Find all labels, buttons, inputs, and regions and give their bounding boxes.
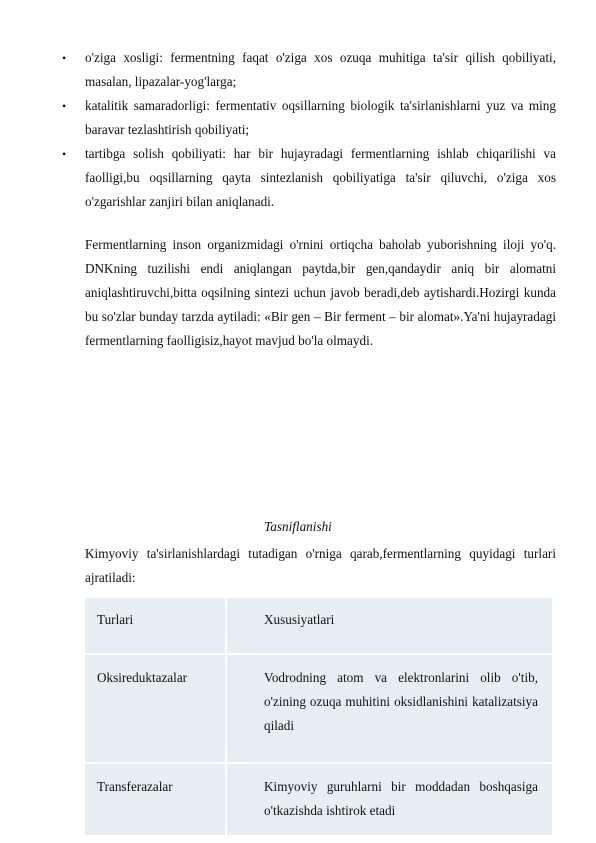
property-list [58, 46, 556, 214]
section-heading: Tasniflanishi [264, 519, 332, 534]
list-item: • tartibga solish qobiliyati: har bir hujayradagi fermentlarning ishlab chiqarilishi va faolligi,bu oqsillarning qayta sintezlanish qobiliyatiga ta'sir qiluvchi, o'ziga xos o'zgarishlar zanjiri bilan aniqlanadi. [58, 142, 556, 214]
body-paragraph: Fermentlarning inson organizmidagi o'rnini ortiqcha baholab yuborishning iloji yo'q. DNKning tuzilishi endi aniqlangan paytda,bir gen,qandaydir aniq bir alomatni aniqlashtiruvchi,bitta oqsilning sintezi uchun javob beradi,deb aytishardi.Hozirgi kunda bu so'zlar bunday tarzda aytiladi: «Bir gen – Bir ferment – bir alomat».Ya'ni hujayradagi fermentlarning faolligisiz,hayot mavjud bo'la olmaydi. [85, 237, 556, 348]
list-item: • o'ziga xosligi: fermentning faqat o'ziga xos ozuqa muhitiga ta'sir qilish qobiliyati, masalan, lipazalar-yog'larga; [58, 46, 556, 94]
table-cell-feature: Vodrodning atom va elektronlarini olib o'tib, o'zining ozuqa muhitini oksidlanishini katalizatsiya qiladi [227, 653, 552, 762]
enzyme-table [85, 598, 552, 835]
bullet-icon: • [62, 147, 67, 161]
table-cell-type: Transferazalar [85, 762, 227, 835]
table-row [85, 653, 552, 762]
intro-paragraph: Kimyoviy ta'sirlanishlardagi tutadigan o'rniga qarab,fermentlarning quyidagi turlari ajratiladi: [85, 546, 556, 585]
list-item: • katalitik samaradorligi: fermentativ oqsillarning biologik ta'sirlanishlarni yuz va ming baravar tezlashtirish qobiliyati; [58, 94, 556, 142]
bullet-icon: • [62, 51, 67, 65]
table-header-row [85, 598, 552, 653]
bullet-icon: • [62, 99, 67, 113]
table-cell-type: Oksireduktazalar [85, 653, 227, 762]
column-header-features: Xususiyatlari [227, 598, 552, 653]
table-cell-feature: Kimyoviy guruhlarni bir moddadan boshqasiga o'tkazishda ishtirok etadi [227, 762, 552, 835]
table-row [85, 762, 552, 835]
column-header-types: Turlari [85, 598, 227, 653]
